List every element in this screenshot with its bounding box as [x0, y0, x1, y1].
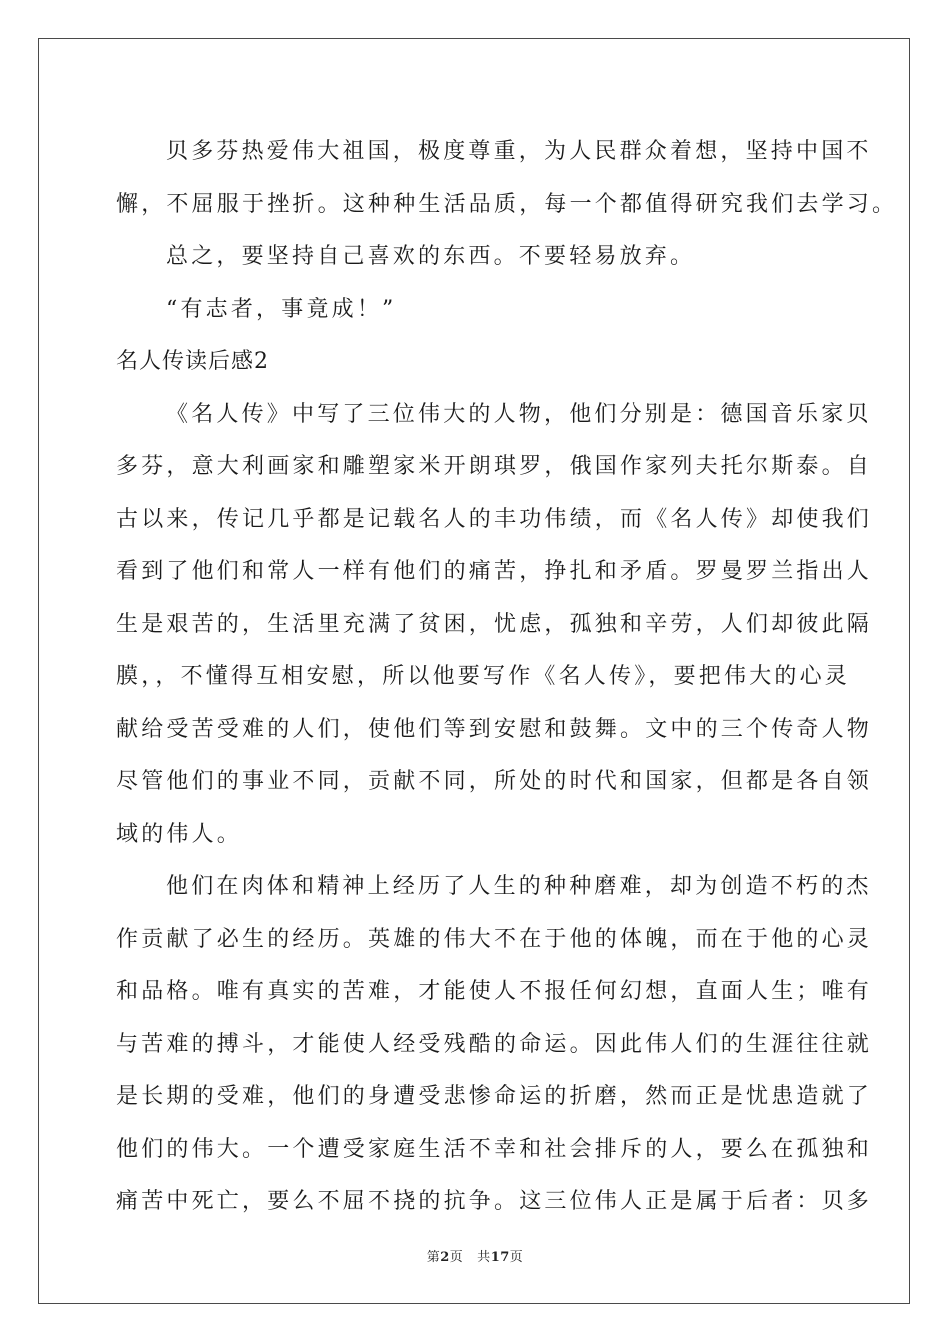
text-line: 古以来，传记几乎都是记载名人的丰功伟绩，而《名人传》却使我们 [116, 506, 873, 532]
text-line: 懈，不屈服于挫折。这种种生活品质，每一个都值得研究我们去学习。 [116, 191, 898, 217]
page-footer [0, 1246, 950, 1265]
section-heading: 名人传读后感2 [116, 349, 269, 374]
page-number: 2 [440, 1250, 450, 1265]
total-pages: 17 [490, 1250, 510, 1265]
text-line: 总之，要坚持自己喜欢的东西。不要轻易放弃。 [166, 244, 696, 269]
text-line: “有志者，事竟成！” [166, 296, 397, 322]
footer-prefix: 第 [426, 1250, 441, 1265]
text-line: 看到了他们和常人一样有他们的痛苦，挣扎和矛盾。罗曼罗兰指出人 [116, 559, 873, 584]
footer-total-prefix: 共 [477, 1250, 491, 1265]
text-line: 他们的伟大。一个遭受家庭生活不幸和社会排斥的人，要么在孤独和 [116, 1136, 873, 1162]
footer-page-suffix: 页 [449, 1250, 464, 1265]
text-line: 《名人传》中写了三位伟大的人物，他们分别是：德国音乐家贝 [166, 401, 872, 427]
text-line: 他们在肉体和精神上经历了人生的种种磨难，却为创造不朽的杰 [166, 874, 872, 899]
text-line: 生是艰苦的，生活里充满了贫困，忧虑，孤独和辛劳，人们却彼此隔 [116, 611, 873, 637]
text-line: 贝多芬热爱伟大祖国，极度尊重，为人民群众着想，坚持中国不 [166, 139, 872, 164]
text-line: 与苦难的搏斗，才能使人经受残酷的命运。因此伟人们的生涯往往就 [116, 1031, 873, 1057]
text-line: 域的伟人。 [116, 821, 243, 847]
text-line: 和品格。唯有真实的苦难，才能使人不报任何幻想，直面人生；唯有 [116, 979, 873, 1004]
text-line: 尽管他们的事业不同，贡献不同，所处的时代和国家，但都是各自领 [116, 769, 873, 794]
text-line: 多芬，意大利画家和雕塑家米开朗琪罗，俄国作家列夫托尔斯泰。自 [116, 454, 873, 479]
document-body [116, 126, 898, 1229]
footer-total-suffix: 页 [509, 1250, 524, 1265]
text-line: 献给受苦受难的人们，使他们等到安慰和鼓舞。文中的三个传奇人物 [116, 716, 873, 742]
text-line: 作贡献了必生的经历。英雄的伟大不在于他的体魄，而在于他的心灵 [116, 926, 873, 952]
text-line: 痛苦中死亡，要么不屈不挠的抗争。这三位伟人正是属于后者：贝多 [116, 1189, 873, 1214]
text-line: 是长期的受难，他们的身遭受悲惨命运的折磨，然而正是忧患造就了 [116, 1084, 873, 1109]
text-line: 膜，，不懂得互相安慰，所以他要写作《名人传》，要把伟大的心灵 [116, 664, 851, 689]
